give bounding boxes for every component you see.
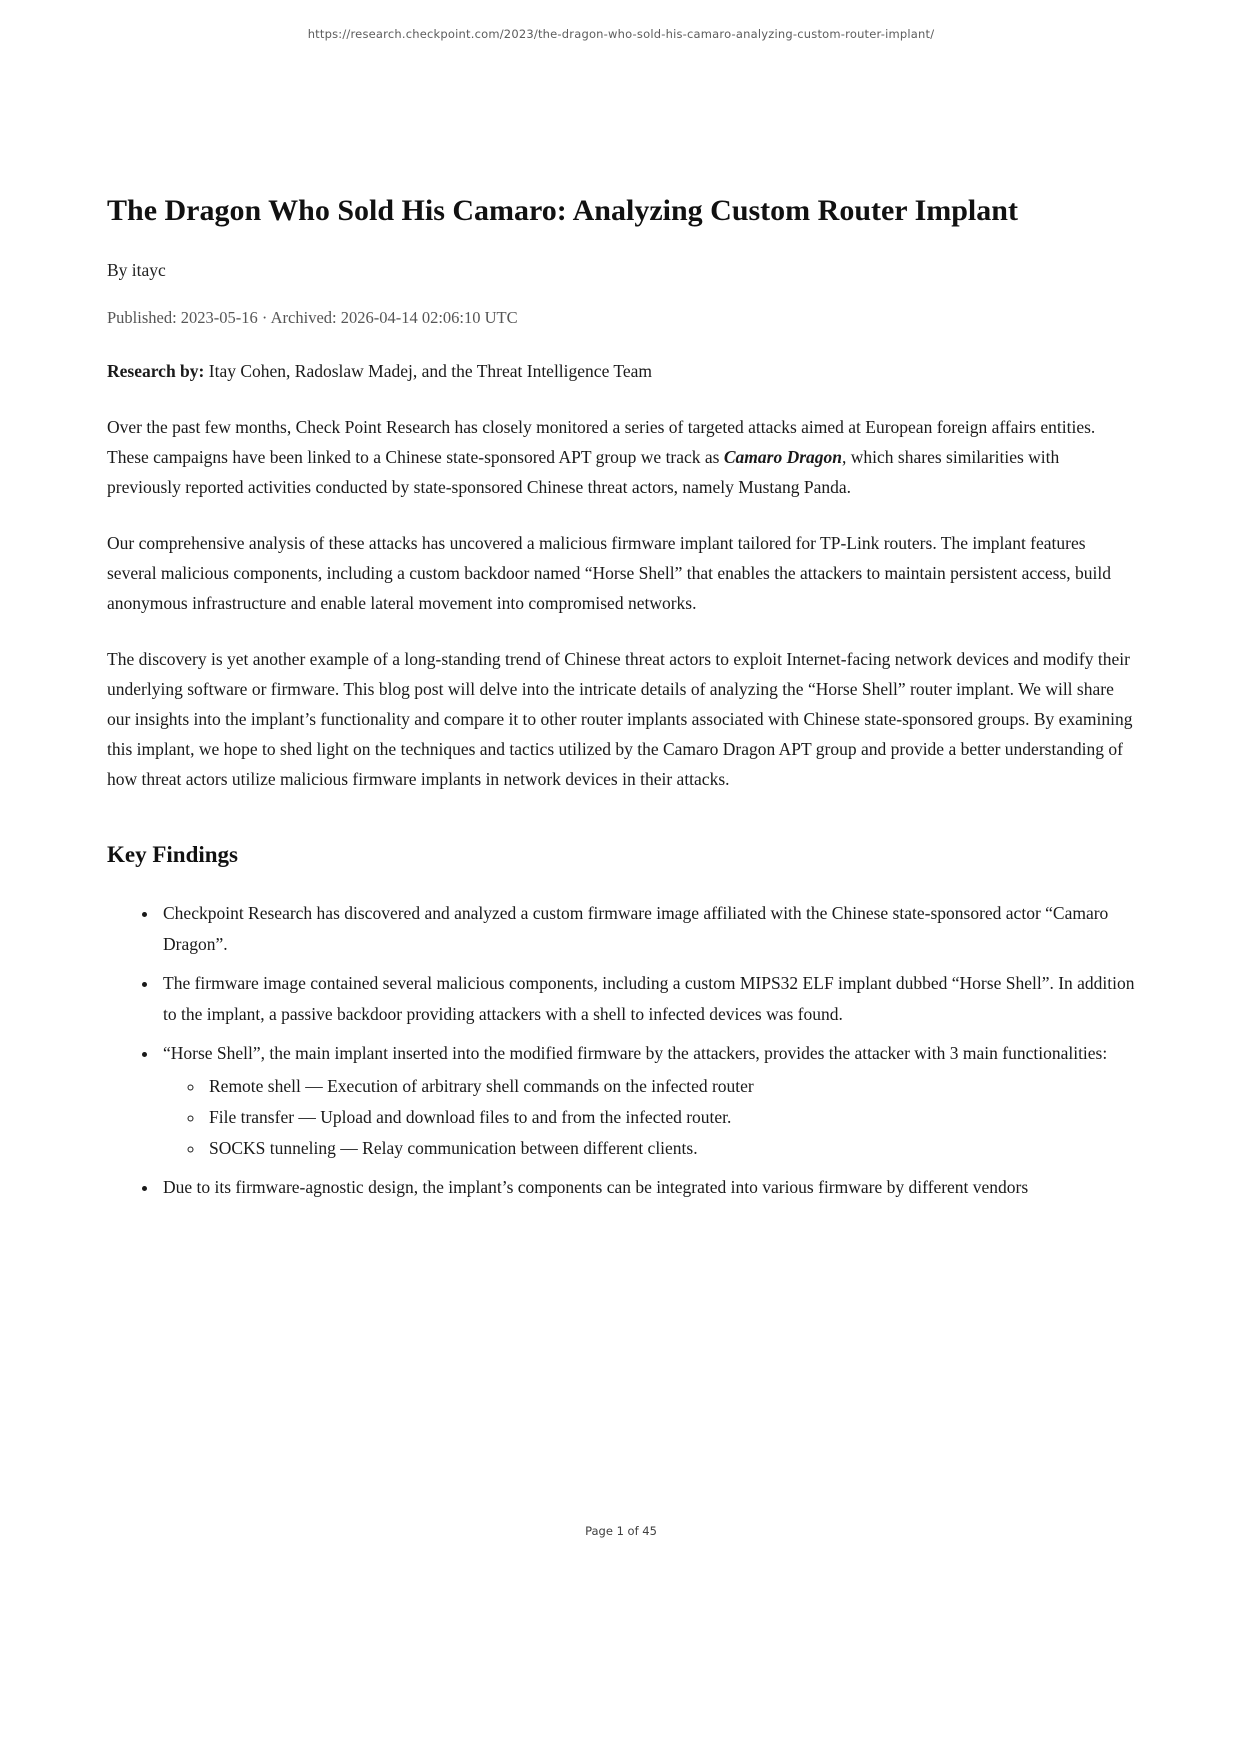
finding-subitem: [205, 1102, 1135, 1133]
research-by-label: Research by:: [107, 361, 205, 381]
finding-item-text: “Horse Shell”, the main implant inserted into the modified firmware by the attackers, provides the attacker with 3 main functionalities:: [163, 1043, 1108, 1063]
paragraph-intro-start: Over the past few months, Check Point Research has closely monitored a series of targeted attacks aimed at European foreign affairs entities. These campaigns have been linked to a Chinese state-sponsored APT group we track as: [107, 417, 1096, 467]
finding-sublist: [163, 1071, 1135, 1164]
research-by-line: [107, 356, 1135, 386]
paragraph-intro: [107, 412, 1135, 502]
paragraph-discovery: The discovery is yet another example of a long-standing trend of Chinese threat actors to exploit Internet-facing network devices and modify their underlying software or firmware. This blog post will delve into the intricate details of analyzing the “Horse Shell” router implant. We will share our insights into the implant’s functionality and compare it to other router implants associated with Chinese state-sponsored groups. By examining this implant, we hope to shed light on the techniques and tactics utilized by the Camaro Dragon APT group and provide a better understanding of how threat actors utilize malicious firmware implants in network devices in their attacks.: [107, 649, 1133, 789]
key-findings-heading: Key Findings: [107, 842, 239, 867]
finding-item: [159, 1172, 1135, 1203]
key-findings-list: [107, 898, 1135, 1203]
publish-archive-meta: Published: 2023-05-16 · Archived: 2026-04-14 02:06:10 UTC: [107, 308, 518, 327]
finding-item-text: Due to its firmware-agnostic design, the implant’s components can be integrated into various firmware by different vendors: [163, 1177, 1029, 1197]
finding-item-text: Checkpoint Research has discovered and analyzed a custom firmware image affiliated with the Chinese state-sponsored actor “Camaro Dragon”.: [163, 903, 1109, 954]
finding-item: [159, 1038, 1135, 1164]
source-url: https://research.checkpoint.com/2023/the-dragon-who-sold-his-camaro-analyzing-custom-router-implant/: [307, 27, 935, 41]
finding-item: [159, 898, 1135, 960]
finding-subitem: [205, 1071, 1135, 1102]
article-title: The Dragon Who Sold His Camaro: Analyzing Custom Router Implant: [107, 194, 1018, 227]
paragraph-intro-end: , which shares similarities with previously reported activities conducted by state-sponsored Chinese threat actors, namely Mustang Panda.: [107, 447, 1060, 497]
finding-subitem-text: SOCKS tunneling — Relay communication between different clients.: [209, 1138, 698, 1158]
finding-subitem-text: Remote shell — Execution of arbitrary shell commands on the infected router: [209, 1076, 754, 1096]
camaro-dragon-emphasis: Camaro Dragon: [723, 447, 843, 467]
finding-item-text: The firmware image contained several malicious components, including a custom MIPS32 ELF implant dubbed “Horse Shell”. In addition to the implant, a passive backdoor providing attackers with a shell to infected devices was found.: [163, 973, 1135, 1024]
research-by-names: Itay Cohen, Radoslaw Madej, and the Threat Intelligence Team: [204, 361, 653, 381]
byline: By itayc: [107, 260, 166, 280]
finding-subitem-text: File transfer — Upload and download files to and from the infected router.: [209, 1107, 732, 1127]
finding-item: [159, 968, 1135, 1030]
finding-subitem: [205, 1133, 1135, 1164]
paragraph-analysis: Our comprehensive analysis of these attacks has uncovered a malicious firmware implant tailored for TP-Link routers. The implant features several malicious components, including a custom backdoor named “Horse Shell” that enables the attackers to maintain persistent access, build anonymous infrastructure and enable lateral movement into compromised networks.: [107, 533, 1112, 613]
page-number: Page 1 of 45: [585, 1524, 657, 1538]
